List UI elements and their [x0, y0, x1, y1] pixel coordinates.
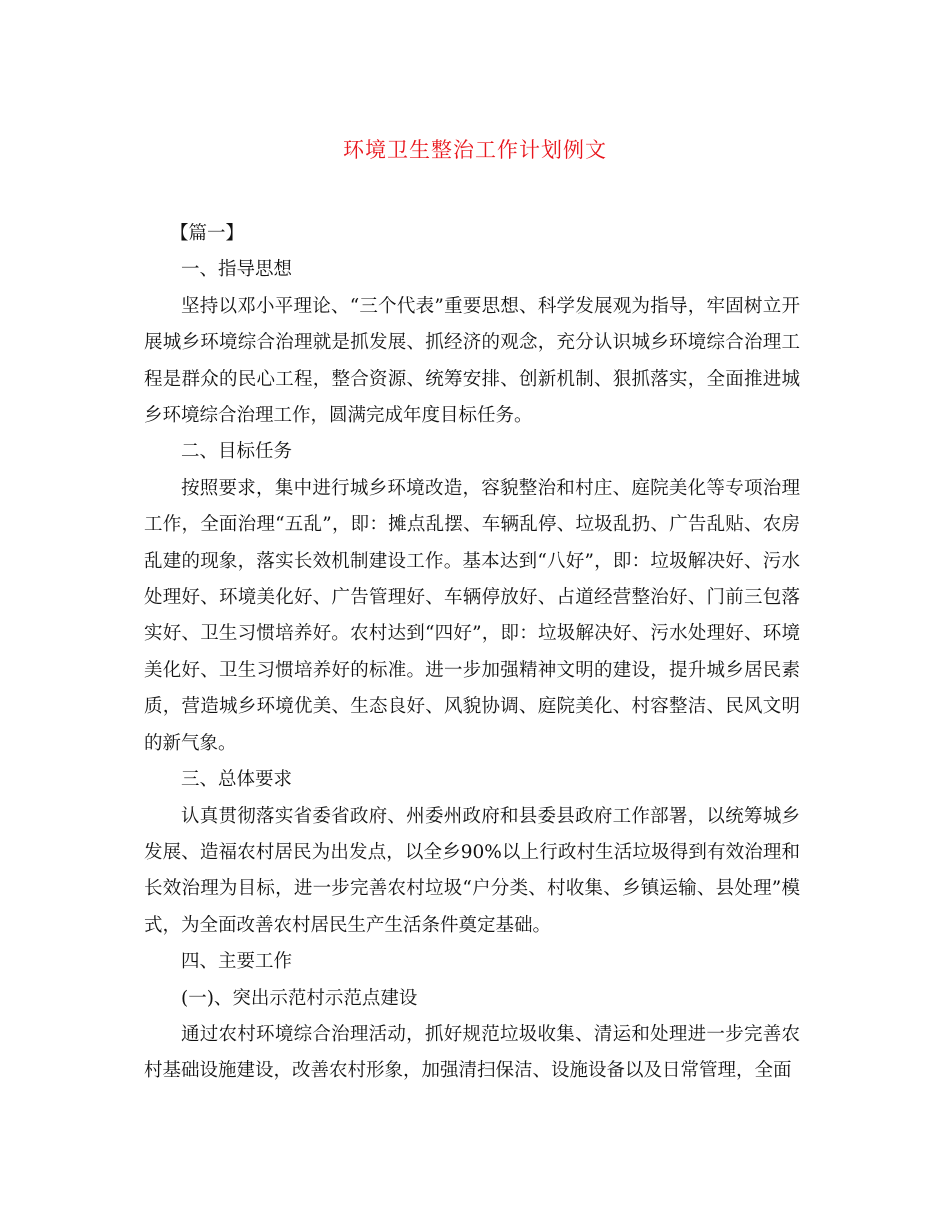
paragraph-overall-requirements: 认真贯彻落实省委省政府、州委州政府和县委县政府工作部署，以统筹城乡发展、造福农村居民为出发点，以全乡90%以上行政村生活垃圾得到有效治理和长效治理为目标，进一步完善农村垃圾“户分类、村收集、乡镇运输、县处理”模式，为全面改善农村居民生产生活条件奠定基础。: [144, 805, 800, 936]
heading-overall-requirements: 三、总体要求: [181, 769, 293, 791]
heading-main-work: 四、主要工作: [181, 951, 293, 973]
paragraph-goals-tasks: 按照要求，集中进行城乡环境改造，容貌整治和村庄、庭院美化等专项治理工作，全面治理“五乱”，即：摊点乱摆、车辆乱停、垃圾乱扔、广告乱贴、农房乱建的现象，落实长效机制建设工作。基本达到“八好”，即：垃圾解决好、污水处理好、环境美化好、广告管理好、车辆停放好、占道经营整治好、门前三包落实好、卫生习惯培养好。农村达到“四好”，即：垃圾解决好、污水处理好、环境美化好、卫生习惯培养好的标准。进一步加强精神文明的建设，提升城乡居民素质，营造城乡环境优美、生态良好、风貌协调、庭院美化、村容整洁、民风文明的新气象。: [144, 477, 800, 754]
heading-guiding-ideology: 一、指导思想: [181, 259, 293, 281]
paragraph-guiding-ideology: 坚持以邓小平理论、“三个代表”重要思想、科学发展观为指导，牢固树立开展城乡环境综合治理就是抓发展、抓经济的观念，充分认识城乡环境综合治理工程是群众的民心工程，整合资源、统筹安排、创新机制、狠抓落实，全面推进城乡环境综合治理工作，圆满完成年度目标任务。: [144, 295, 800, 427]
document-body: [144, 216, 800, 1090]
heading-goals-tasks: 二、目标任务: [181, 441, 293, 463]
section-header-part-one: 【篇一】: [170, 223, 245, 244]
paragraph-demo-village: 通过农村环境综合治理活动，抓好规范垃圾收集、清运和处理进一步完善农村基础设施建设，改善农村形象，加强清扫保洁、设施设备以及日常管理，全面: [144, 1023, 800, 1082]
subheading-demo-village: (一)、突出示范村示范点建设: [181, 987, 418, 1009]
document-title: 环境卫生整治工作计划例文: [343, 138, 607, 162]
